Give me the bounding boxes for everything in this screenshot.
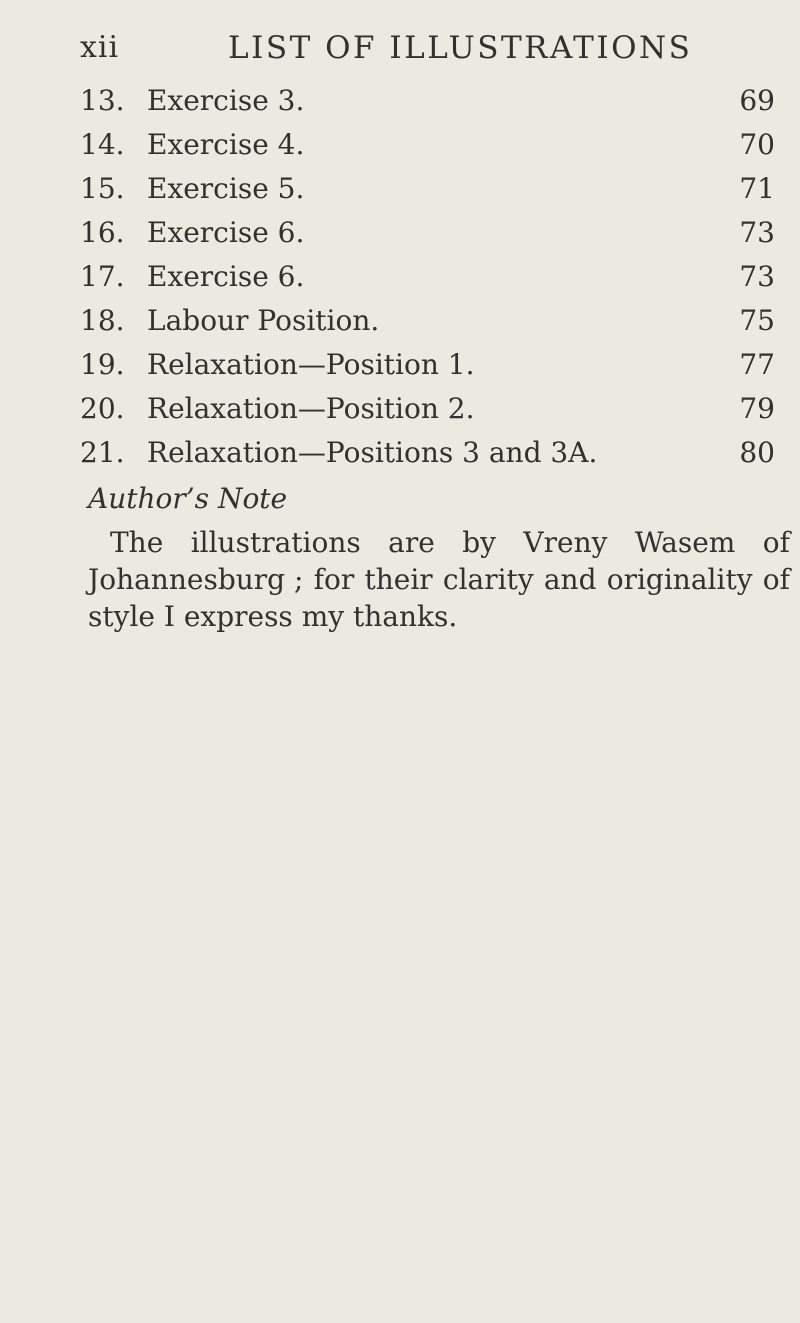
entry-page: 73 (739, 216, 775, 249)
entry-number: 19. (80, 348, 125, 381)
entry-title: Exercise 4. (147, 128, 305, 161)
header-title: LIST OF ILLUSTRATIONS (228, 30, 693, 66)
entry-number: 15. (80, 172, 125, 205)
entry-number: 21. (80, 436, 125, 469)
entry-page: 77 (739, 348, 775, 381)
list-item (0, 348, 800, 392)
note-word: of (762, 526, 790, 559)
entry-page: 73 (739, 260, 775, 293)
entry-page: 80 (739, 436, 775, 469)
note-word: clarity (442, 563, 534, 596)
entry-title: Exercise 3. (147, 84, 305, 117)
note-word: Wasem (634, 526, 736, 559)
entry-number: 13. (80, 84, 125, 117)
note-heading: Author’s Note (88, 482, 288, 515)
note-word: Johannesburg ; (88, 563, 304, 596)
entry-number: 17. (80, 260, 125, 293)
list-item (0, 84, 800, 128)
entry-title: Exercise 6. (147, 216, 305, 249)
entry-title: Exercise 5. (147, 172, 305, 205)
entry-number: 20. (80, 392, 125, 425)
note-word: for (313, 563, 355, 596)
note-line-2 (88, 561, 790, 598)
entry-title: Relaxation—Position 2. (147, 392, 475, 425)
entry-page: 79 (739, 392, 775, 425)
note-line-3: style I express my thanks. (88, 600, 458, 633)
entry-page: 70 (739, 128, 775, 161)
list-item (0, 436, 800, 480)
running-head (80, 30, 780, 70)
illustrations-list (0, 84, 800, 480)
note-word: their (364, 563, 433, 596)
note-word: of (762, 563, 790, 596)
list-item (0, 172, 800, 216)
entry-number: 16. (80, 216, 125, 249)
entry-number: 18. (80, 304, 125, 337)
entry-page: 71 (739, 172, 775, 205)
list-item (0, 260, 800, 304)
list-item (0, 128, 800, 172)
list-item (0, 304, 800, 348)
authors-note (88, 480, 790, 635)
entry-title: Relaxation—Position 1. (147, 348, 475, 381)
note-word: are (388, 526, 435, 559)
note-word: The (110, 526, 164, 559)
entry-page: 75 (739, 304, 775, 337)
note-word: originality (606, 563, 753, 596)
note-line-1 (88, 524, 790, 561)
note-word: and (543, 563, 597, 596)
note-word: Vreny (523, 526, 608, 559)
list-item (0, 216, 800, 260)
note-word: by (462, 526, 496, 559)
list-item (0, 392, 800, 436)
entry-title: Labour Position. (147, 304, 380, 337)
entry-page: 69 (739, 84, 775, 117)
note-body (88, 524, 790, 635)
note-word: illustrations (190, 526, 361, 559)
page-number: xii (80, 30, 120, 65)
entry-number: 14. (80, 128, 125, 161)
entry-title: Exercise 6. (147, 260, 305, 293)
entry-title: Relaxation—Positions 3 and 3A. (147, 436, 598, 469)
